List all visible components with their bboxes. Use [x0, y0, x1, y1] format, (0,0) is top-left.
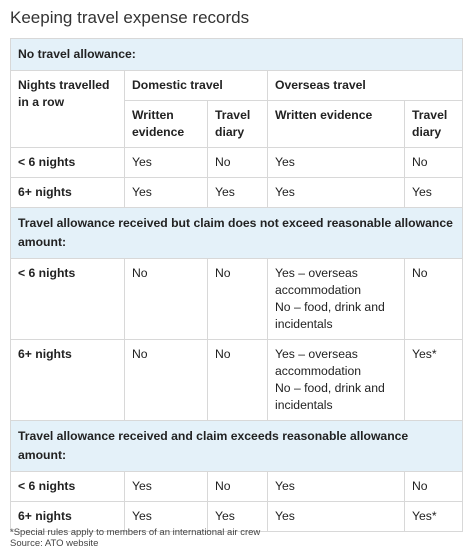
header-domestic: Domestic travel [125, 71, 268, 101]
dom-written-cell: No [125, 340, 208, 421]
header-ov-written: Written evidence [268, 101, 405, 148]
dom-written-cell: Yes [125, 472, 208, 502]
dom-diary-cell: Yes [208, 502, 268, 532]
ov-written-line: Yes – overseas accommodation [275, 347, 362, 378]
table-row [11, 340, 463, 421]
ov-written-cell [268, 340, 405, 421]
ov-written-cell: Yes [268, 472, 405, 502]
header-nights: Nights travelled in a row [11, 71, 125, 148]
ov-diary-cell: No [405, 148, 463, 178]
dom-diary-cell: Yes [208, 178, 268, 208]
dom-diary-cell: No [208, 259, 268, 340]
dom-diary-cell: No [208, 340, 268, 421]
header-dom-diary: Travel diary [208, 101, 268, 148]
header-row [11, 71, 463, 101]
nights-cell: 6+ nights [11, 178, 125, 208]
table-row [11, 148, 463, 178]
dom-written-cell: Yes [125, 178, 208, 208]
ov-written-cell: Yes [268, 502, 405, 532]
travel-records-table [10, 38, 463, 532]
nights-cell: < 6 nights [11, 472, 125, 502]
ov-written-line: No – food, drink and incidentals [275, 300, 385, 331]
dom-written-cell: Yes [125, 148, 208, 178]
ov-written-cell: Yes [268, 148, 405, 178]
table-row [11, 259, 463, 340]
ov-diary-cell: Yes* [405, 502, 463, 532]
nights-cell: < 6 nights [11, 148, 125, 178]
ov-diary-cell: Yes* [405, 340, 463, 421]
ov-written-line: No – food, drink and incidentals [275, 381, 385, 412]
table-row [11, 178, 463, 208]
source-text: Source: ATO website [10, 538, 99, 549]
dom-written-cell: Yes [125, 502, 208, 532]
dom-written-cell: No [125, 259, 208, 340]
nights-cell: 6+ nights [11, 340, 125, 421]
header-dom-written: Written evidence [125, 101, 208, 148]
nights-cell: < 6 nights [11, 259, 125, 340]
ov-written-cell: Yes [268, 178, 405, 208]
header-ov-diary: Travel diary [405, 101, 463, 148]
section-header-row [11, 39, 463, 71]
section-header-row [11, 208, 463, 259]
ov-diary-cell: No [405, 259, 463, 340]
footnote-text: *Special rules apply to members of an international air crew [10, 527, 261, 538]
page-title: Keeping travel expense records [10, 8, 250, 27]
ov-written-line: Yes – overseas accommodation [275, 266, 362, 297]
section-header-row [11, 421, 463, 472]
table-row [11, 472, 463, 502]
section-allowance-exceeded: Travel allowance received and claim exceeds reasonable allowance amount: [11, 421, 463, 472]
ov-diary-cell: Yes [405, 178, 463, 208]
dom-diary-cell: No [208, 472, 268, 502]
section-allowance-not-exceeded: Travel allowance received but claim does not exceed reasonable allowance amount: [11, 208, 463, 259]
nights-cell: 6+ nights [11, 502, 125, 532]
section-no-allowance: No travel allowance: [11, 39, 463, 71]
dom-diary-cell: No [208, 148, 268, 178]
ov-written-cell [268, 259, 405, 340]
footnote-block [10, 527, 260, 549]
ov-diary-cell: No [405, 472, 463, 502]
header-overseas: Overseas travel [268, 71, 463, 101]
